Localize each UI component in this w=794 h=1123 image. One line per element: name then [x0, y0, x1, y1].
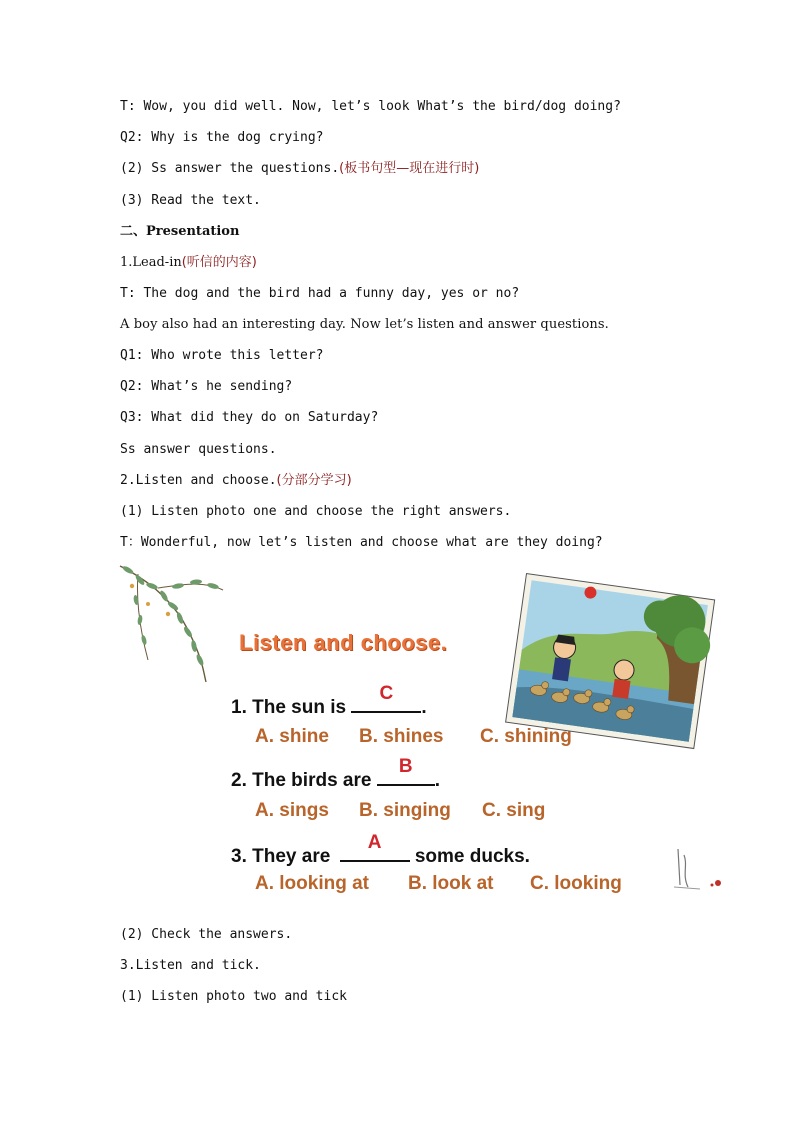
text-line: T: Wow, you did well. Now, let’s look What’s the bird/dog doing? [120, 99, 621, 114]
option: A. sings [255, 800, 329, 821]
option: A. looking at [255, 873, 369, 894]
text-line: T: The dog and the bird had a funny day, yes or no? [120, 286, 520, 301]
answer-letter: C [379, 683, 394, 704]
text-line: Ss answer questions. [120, 442, 277, 457]
text-line: Q2: Why is the dog crying? [120, 130, 324, 145]
option: B. singing [359, 800, 451, 821]
cartoon-picture [503, 572, 718, 752]
option: B. shines [359, 726, 444, 747]
answer-letter: A [367, 832, 382, 853]
option: C. looking [530, 873, 622, 894]
slide-title: Listen and choose. [239, 630, 448, 655]
text-line: Q2: What’s he sending? [120, 379, 293, 394]
text-line: Q3: What did they do on Saturday? [120, 410, 379, 425]
text-line: (2) Ss answer the questions.(板书句型—现在进行时) [120, 161, 480, 176]
answer-letter: B [398, 756, 413, 777]
board-note: (板书句型—现在进行时) [339, 161, 480, 176]
answer-blank [351, 683, 421, 713]
answer-blank [340, 832, 410, 862]
question-3: 3. They are A some ducks. [231, 832, 530, 867]
question-2: 2. The birds are B . [231, 756, 441, 791]
option: A. shine [255, 726, 329, 747]
answer-blank [377, 756, 435, 786]
ink-decoration [670, 845, 730, 895]
section-note: (分部分学习) [276, 473, 352, 488]
question-1: 1. The sun is C . [231, 683, 427, 718]
option: B. look at [408, 873, 494, 894]
section-note: (听信的内容) [181, 255, 257, 270]
text-line: T：Wonderful, now let’s listen and choose what are they doing? [120, 535, 603, 550]
text-line: 1.Lead-in(听信的内容) [120, 255, 257, 270]
text-line: 2.Listen and choose.(分部分学习) [120, 473, 352, 488]
option: C. sing [482, 800, 546, 821]
exercise-slide [118, 560, 733, 905]
willow-branch-decoration [118, 560, 228, 685]
option: C. shining [480, 726, 572, 747]
text-line: (1) Listen photo one and choose the right answers. [120, 504, 512, 519]
text-line: (1) Listen photo two and tick [120, 989, 347, 1004]
section-heading: 二、Presentation [120, 224, 240, 239]
text-line: (2) Check the answers. [120, 927, 293, 942]
text-line: (3) Read the text. [120, 193, 261, 208]
text-line: Q1: Who wrote this letter? [120, 348, 324, 363]
text-line: A boy also had an interesting day. Now let’s listen and answer questions. [120, 317, 609, 332]
text-line: 3.Listen and tick. [120, 958, 261, 973]
